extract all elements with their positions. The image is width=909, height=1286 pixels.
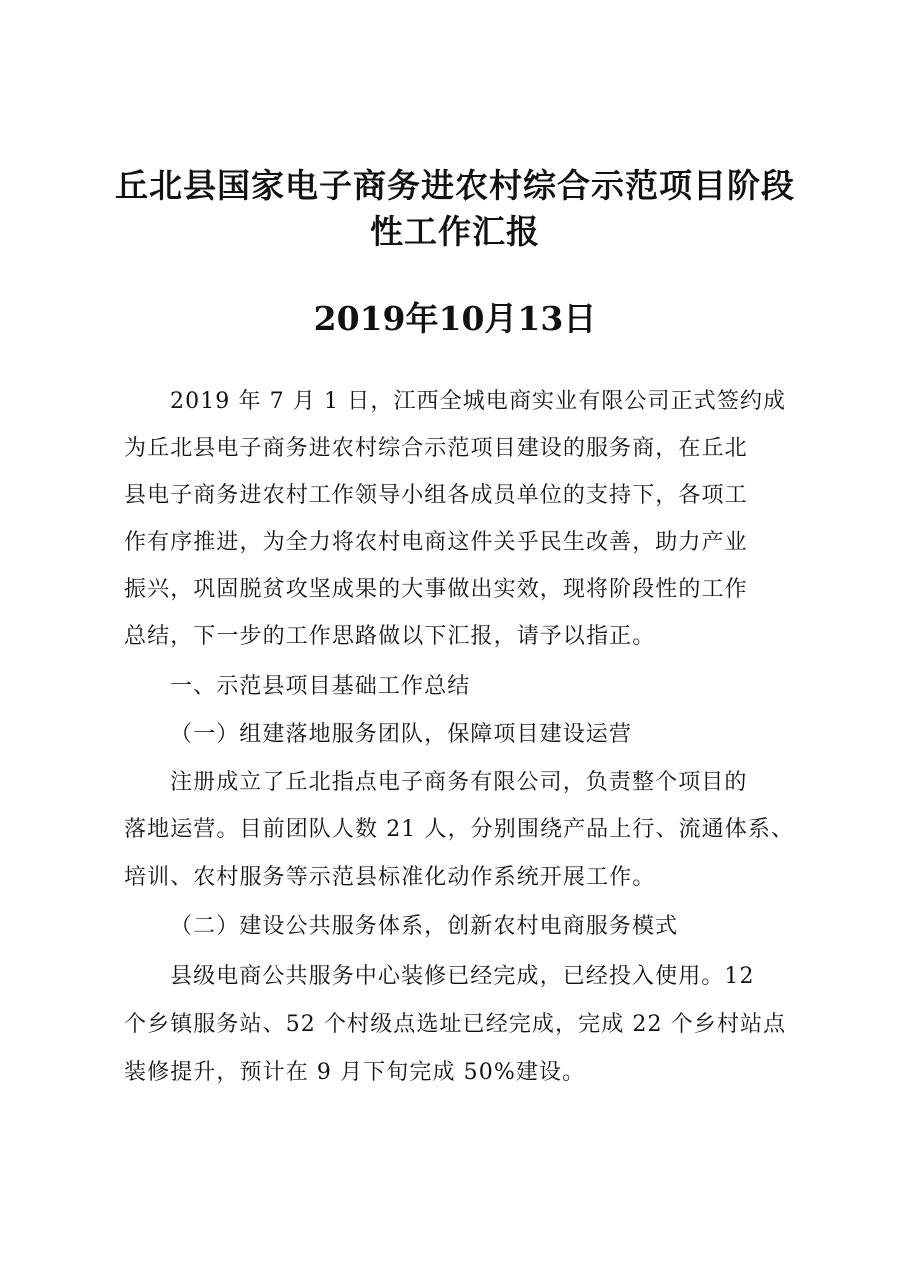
intro-line-4: 作有序推进，为全力将农村电商这件关乎民生改善，助力产业 — [124, 530, 748, 555]
subsection-2-line-1: 县级电商公共服务中心装修已经完成，已经投入使用。12 — [170, 964, 755, 989]
section-1-heading: 一、示范县项目基础工作总结 — [170, 674, 471, 699]
intro-line-3: 县电子商务进农村工作领导小组各成员单位的支持下，各项工 — [124, 483, 748, 508]
intro-line-2: 为丘北县电子商务进农村综合示范项目建设的服务商，在丘北 — [124, 436, 748, 461]
document-title-line-1: 丘北县国家电子商务进农村综合示范项目阶段 — [115, 166, 795, 205]
subsection-2-line-2: 个乡镇服务站、52 个村级点选址已经完成，完成 22 个乡村站点 — [124, 1012, 787, 1037]
subsection-1-line-2: 落地运营。目前团队人数 21 人，分别围绕产品上行、流通体系、 — [124, 817, 795, 842]
document-date: 2019年10月13日 — [313, 299, 597, 338]
subsection-1-line-1: 注册成立了丘北指点电子商务有限公司，负责整个项目的 — [170, 770, 748, 795]
subsection-1-heading: （一）组建落地服务团队，保障项目建设运营 — [170, 722, 633, 747]
subsection-2-heading: （二）建设公共服务体系，创新农村电商服务模式 — [170, 914, 679, 939]
subsection-2-line-3: 装修提升，预计在 9 月下旬完成 50%建设。 — [124, 1060, 586, 1085]
intro-line-1: 2019 年 7 月 1 日，江西全城电商实业有限公司正式签约成 — [170, 389, 787, 414]
document-title-line-2: 性工作汇报 — [370, 212, 540, 251]
subsection-1-line-3: 培训、农村服务等示范县标准化动作系统开展工作。 — [124, 865, 656, 890]
intro-line-5: 振兴，巩固脱贫攻坚成果的大事做出实效，现将阶段性的工作 — [124, 577, 748, 602]
intro-line-6: 总结，下一步的工作思路做以下汇报，请予以指正。 — [124, 624, 656, 649]
